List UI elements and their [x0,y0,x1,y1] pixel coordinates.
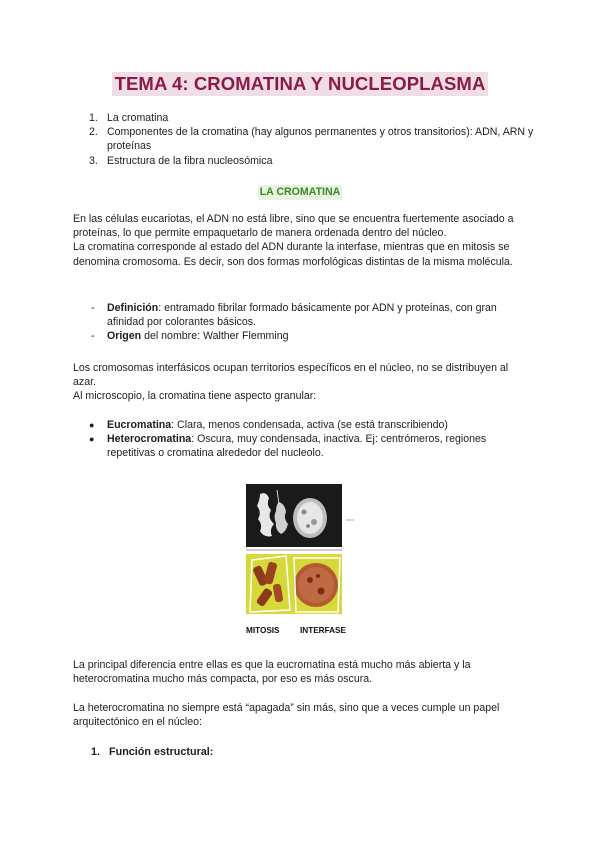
title-row [0,72,600,96]
term: Definición [107,302,159,314]
paragraph-line: Al microscopio, la cromatina tiene aspecto granular: [73,390,317,403]
definition-list [91,301,531,344]
toc-item [89,125,549,153]
description: : entramado fibrilar formado básicamente por ADN y proteínas, con gran afinidad por colorantes básicos. [107,302,497,329]
list-item-text [107,432,519,460]
figure-captions [246,626,366,638]
difference-paragraph: La principal diferencia entre ellas es que la eucromatina está mucho más abierta y la heterocromatina mucho más compacta, por eso es más oscura. [73,659,471,686]
caption-mitosis: MITOSIS [246,626,280,635]
term: Eucromatina [107,419,172,431]
description: del nombre: Walther Flemming [141,330,289,343]
table-of-contents [89,111,549,168]
heterochromatin-paragraph: La heterocromatina no siempre está “apagada” sin más, sino que a veces cumple un papel arquitectónico en el núcleo: [73,702,500,729]
chromatin-types-list [89,418,519,461]
bullet-icon: ● [89,420,95,430]
toc-item [89,111,549,125]
numbered-heading [91,746,213,758]
dash-marker: - [91,330,95,343]
section-title: LA CROMATINA [259,186,341,198]
description: : Oscura, muy condensada, inactiva. Ej: centrómeros, regiones repetitivas o cromatina alrededor del nucleolo. [107,433,487,460]
list-item [91,329,531,343]
dash-marker: - [91,302,95,314]
page-title: TEMA 4: CROMATINA Y NUCLEOPLASMA [112,72,489,96]
list-item [91,301,531,329]
section-title-row [0,182,600,200]
paragraph-line: La cromatina corresponde al estado del ADN durante la interfase, mientras que en mitosis se denomina cromosoma. Es decir, son dos formas morfológicas distintas de la misma molécula. [73,241,513,268]
toc-text: Estructura de la fibra nucleosómica [107,154,273,167]
toc-text: Componentes de la cromatina (hay algunos permanentes y otros transitorios): ADN, ARN y proteínas [107,126,534,153]
heading-number: 1. [91,746,101,758]
paragraph-line: En las células eucariotas, el ADN no está libre, sino que se encuentra fuertemente asociado a proteínas, lo que permite empaquetarlo de manera ordenada dentro del núcleo. [73,213,514,240]
toc-text: La cromatina [107,112,169,124]
list-item-text [107,418,448,432]
description: : Clara, menos condensada, activa (se está transcribiendo) [171,419,448,431]
heading-text: Función estructural: [109,746,214,758]
list-item-text [107,329,289,343]
term: Origen [107,330,142,343]
territory-paragraph [73,361,533,404]
paragraph-line: Los cromosomas interfásicos ocupan territorios específicos en el núcleo, no se distribuyen al azar. [73,362,509,389]
toc-item [89,154,549,168]
caption-interphase: INTERFASE [300,626,346,635]
chromatin-micrograph-figure [246,484,356,640]
intro-paragraph [73,212,533,269]
bullet-icon: ● [89,434,95,445]
toc-number: 1. [89,112,98,124]
list-item [89,432,519,460]
term: Heterocromatina [107,433,192,446]
micrograph-image [246,484,356,624]
toc-number: 3. [89,154,98,167]
list-item-text [107,301,531,329]
list-item [89,418,519,432]
toc-number: 2. [89,126,98,139]
interphase-nucleus-icon [293,498,327,538]
